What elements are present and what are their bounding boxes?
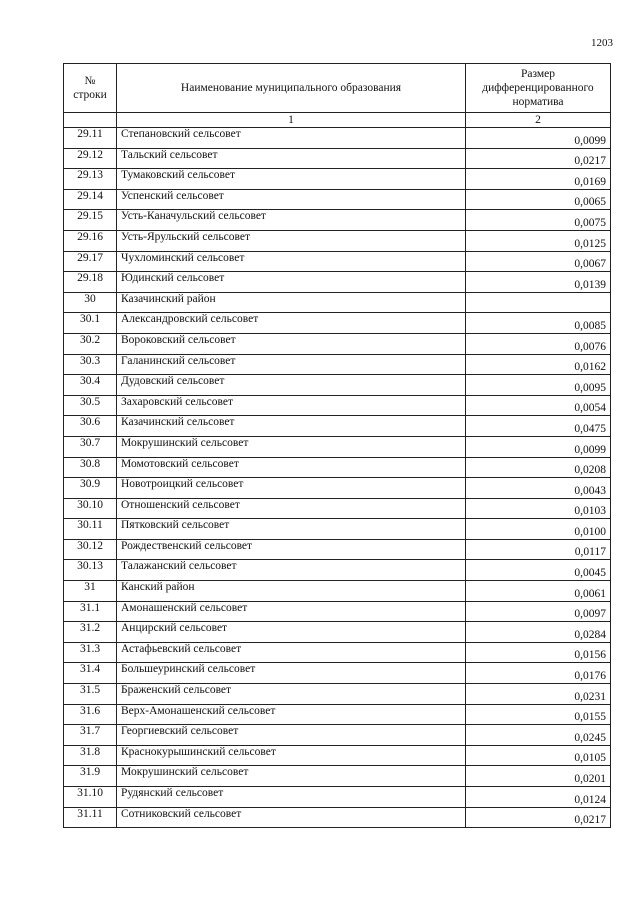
column-number-1: 1 [117,113,466,128]
row-number-cell: 31.11 [64,807,117,828]
row-number-cell: 31.1 [64,601,117,622]
norm-value-cell: 0,0245 [466,725,611,746]
norm-value-cell: 0,0124 [466,787,611,808]
row-number-cell: 31.10 [64,787,117,808]
municipality-name-cell: Пятковский сельсовет [117,519,466,540]
table-row [64,745,611,766]
municipality-name-cell: Браженский сельсовет [117,684,466,705]
row-number-cell: 31.7 [64,725,117,746]
table-row [64,395,611,416]
table-row [64,787,611,808]
municipality-name-cell: Успенский сельсовет [117,189,466,210]
norm-value-cell [466,292,611,313]
municipality-name-cell: Усть-Ярульский сельсовет [117,230,466,251]
norm-value-cell: 0,0139 [466,272,611,293]
table-row [64,807,611,828]
row-number-cell: 30.12 [64,539,117,560]
table-row [64,210,611,231]
table-row [64,354,611,375]
table-row [64,128,611,149]
table-row [64,498,611,519]
norm-value-cell: 0,0156 [466,642,611,663]
norm-value-cell: 0,0099 [466,436,611,457]
header-municipality-name: Наименование муниципального образования [117,64,466,113]
norm-value-cell: 0,0097 [466,601,611,622]
norm-value-cell: 0,0099 [466,128,611,149]
table-row [64,148,611,169]
row-number-cell: 29.11 [64,128,117,149]
row-number-cell: 31.8 [64,745,117,766]
municipality-name-cell: Тальский сельсовет [117,148,466,169]
table-row [64,581,611,602]
row-number-cell: 30 [64,292,117,313]
row-number-cell: 29.15 [64,210,117,231]
table-body [64,64,611,828]
table-row [64,601,611,622]
municipality-name-cell: Астафьевский сельсовет [117,642,466,663]
norm-value-cell: 0,0075 [466,210,611,231]
table-row [64,519,611,540]
norm-value-cell: 0,0155 [466,704,611,725]
table-row [64,251,611,272]
municipality-name-cell: Канский район [117,581,466,602]
table-row [64,560,611,581]
norm-value-cell: 0,0095 [466,375,611,396]
header-row-number: № строки [64,64,117,113]
row-number-cell: 30.5 [64,395,117,416]
norm-value-cell: 0,0054 [466,395,611,416]
table-row [64,704,611,725]
norm-value-cell: 0,0105 [466,745,611,766]
municipality-name-cell: Мокрушинский сельсовет [117,436,466,457]
norm-value-cell: 0,0045 [466,560,611,581]
row-number-cell: 31 [64,581,117,602]
norm-value-cell: 0,0217 [466,807,611,828]
municipality-name-cell: Галанинский сельсовет [117,354,466,375]
row-number-cell: 30.1 [64,313,117,334]
norm-value-cell: 0,0085 [466,313,611,334]
row-number-cell: 29.13 [64,169,117,190]
norm-value-cell: 0,0065 [466,189,611,210]
column-number-0 [64,113,117,128]
norm-value-cell: 0,0176 [466,663,611,684]
table-row [64,436,611,457]
table-row [64,189,611,210]
municipality-name-cell: Рудянский сельсовет [117,787,466,808]
table-row [64,416,611,437]
row-number-cell: 31.4 [64,663,117,684]
municipality-name-cell: Краснокурышинский сельсовет [117,745,466,766]
municipality-name-cell: Юдинский сельсовет [117,272,466,293]
allocation-table [63,63,611,828]
norm-value-cell: 0,0100 [466,519,611,540]
municipality-name-cell: Амонашенский сельсовет [117,601,466,622]
row-number-cell: 29.12 [64,148,117,169]
norm-value-cell: 0,0169 [466,169,611,190]
municipality-name-cell: Георгиевский сельсовет [117,725,466,746]
row-number-cell: 30.2 [64,333,117,354]
table-row [64,642,611,663]
norm-value-cell: 0,0076 [466,333,611,354]
header-row [64,64,611,113]
norm-value-cell: 0,0475 [466,416,611,437]
municipality-name-cell: Мокрушинский сельсовет [117,766,466,787]
row-number-cell: 29.16 [64,230,117,251]
municipality-name-cell: Степановский сельсовет [117,128,466,149]
table-row [64,375,611,396]
column-number-2: 2 [466,113,611,128]
norm-value-cell: 0,0061 [466,581,611,602]
row-number-cell: 29.14 [64,189,117,210]
norm-value-cell: 0,0162 [466,354,611,375]
municipality-name-cell: Рождественский сельсовет [117,539,466,560]
table-row [64,333,611,354]
norm-value-cell: 0,0117 [466,539,611,560]
table-row [64,478,611,499]
norm-value-cell: 0,0217 [466,148,611,169]
norm-value-cell: 0,0103 [466,498,611,519]
municipality-name-cell: Тумаковский сельсовет [117,169,466,190]
table-row [64,292,611,313]
municipality-name-cell: Анцирский сельсовет [117,622,466,643]
row-number-cell: 30.3 [64,354,117,375]
row-number-cell: 31.3 [64,642,117,663]
municipality-name-cell: Дудовский сельсовет [117,375,466,396]
row-number-cell: 30.11 [64,519,117,540]
header-norm-size: Размер дифференцированного норматива [466,64,611,113]
norm-value-cell: 0,0067 [466,251,611,272]
row-number-cell: 30.10 [64,498,117,519]
table-row [64,766,611,787]
table-row [64,684,611,705]
column-number-row [64,113,611,128]
table-row [64,272,611,293]
row-number-cell: 30.7 [64,436,117,457]
norm-value-cell: 0,0043 [466,478,611,499]
municipality-name-cell: Момотовский сельсовет [117,457,466,478]
norm-value-cell: 0,0201 [466,766,611,787]
table-row [64,622,611,643]
norm-value-cell: 0,0231 [466,684,611,705]
row-number-cell: 31.2 [64,622,117,643]
row-number-cell: 29.17 [64,251,117,272]
municipality-name-cell: Большеуринский сельсовет [117,663,466,684]
table-row [64,539,611,560]
municipality-name-cell: Казачинский сельсовет [117,416,466,437]
municipality-name-cell: Усть-Каначульский сельсовет [117,210,466,231]
municipality-name-cell: Чухломинский сельсовет [117,251,466,272]
municipality-name-cell: Казачинский район [117,292,466,313]
municipality-name-cell: Талажанский сельсовет [117,560,466,581]
row-number-cell: 31.5 [64,684,117,705]
row-number-cell: 29.18 [64,272,117,293]
table-row [64,230,611,251]
norm-value-cell: 0,0125 [466,230,611,251]
municipality-name-cell: Новотроицкий сельсовет [117,478,466,499]
municipality-name-cell: Сотниковский сельсовет [117,807,466,828]
row-number-cell: 30.8 [64,457,117,478]
row-number-cell: 30.13 [64,560,117,581]
page-number: 1203 [591,37,613,49]
norm-value-cell: 0,0284 [466,622,611,643]
municipality-name-cell: Вороковский сельсовет [117,333,466,354]
row-number-cell: 30.4 [64,375,117,396]
row-number-cell: 31.6 [64,704,117,725]
municipality-name-cell: Александровский сельсовет [117,313,466,334]
row-number-cell: 31.9 [64,766,117,787]
municipality-name-cell: Отношенский сельсовет [117,498,466,519]
municipality-name-cell: Захаровский сельсовет [117,395,466,416]
table-row [64,663,611,684]
norm-value-cell: 0,0208 [466,457,611,478]
table-row [64,169,611,190]
table-row [64,457,611,478]
row-number-cell: 30.6 [64,416,117,437]
table-row [64,313,611,334]
table-row [64,725,611,746]
row-number-cell: 30.9 [64,478,117,499]
municipality-name-cell: Верх-Амонашенский сельсовет [117,704,466,725]
